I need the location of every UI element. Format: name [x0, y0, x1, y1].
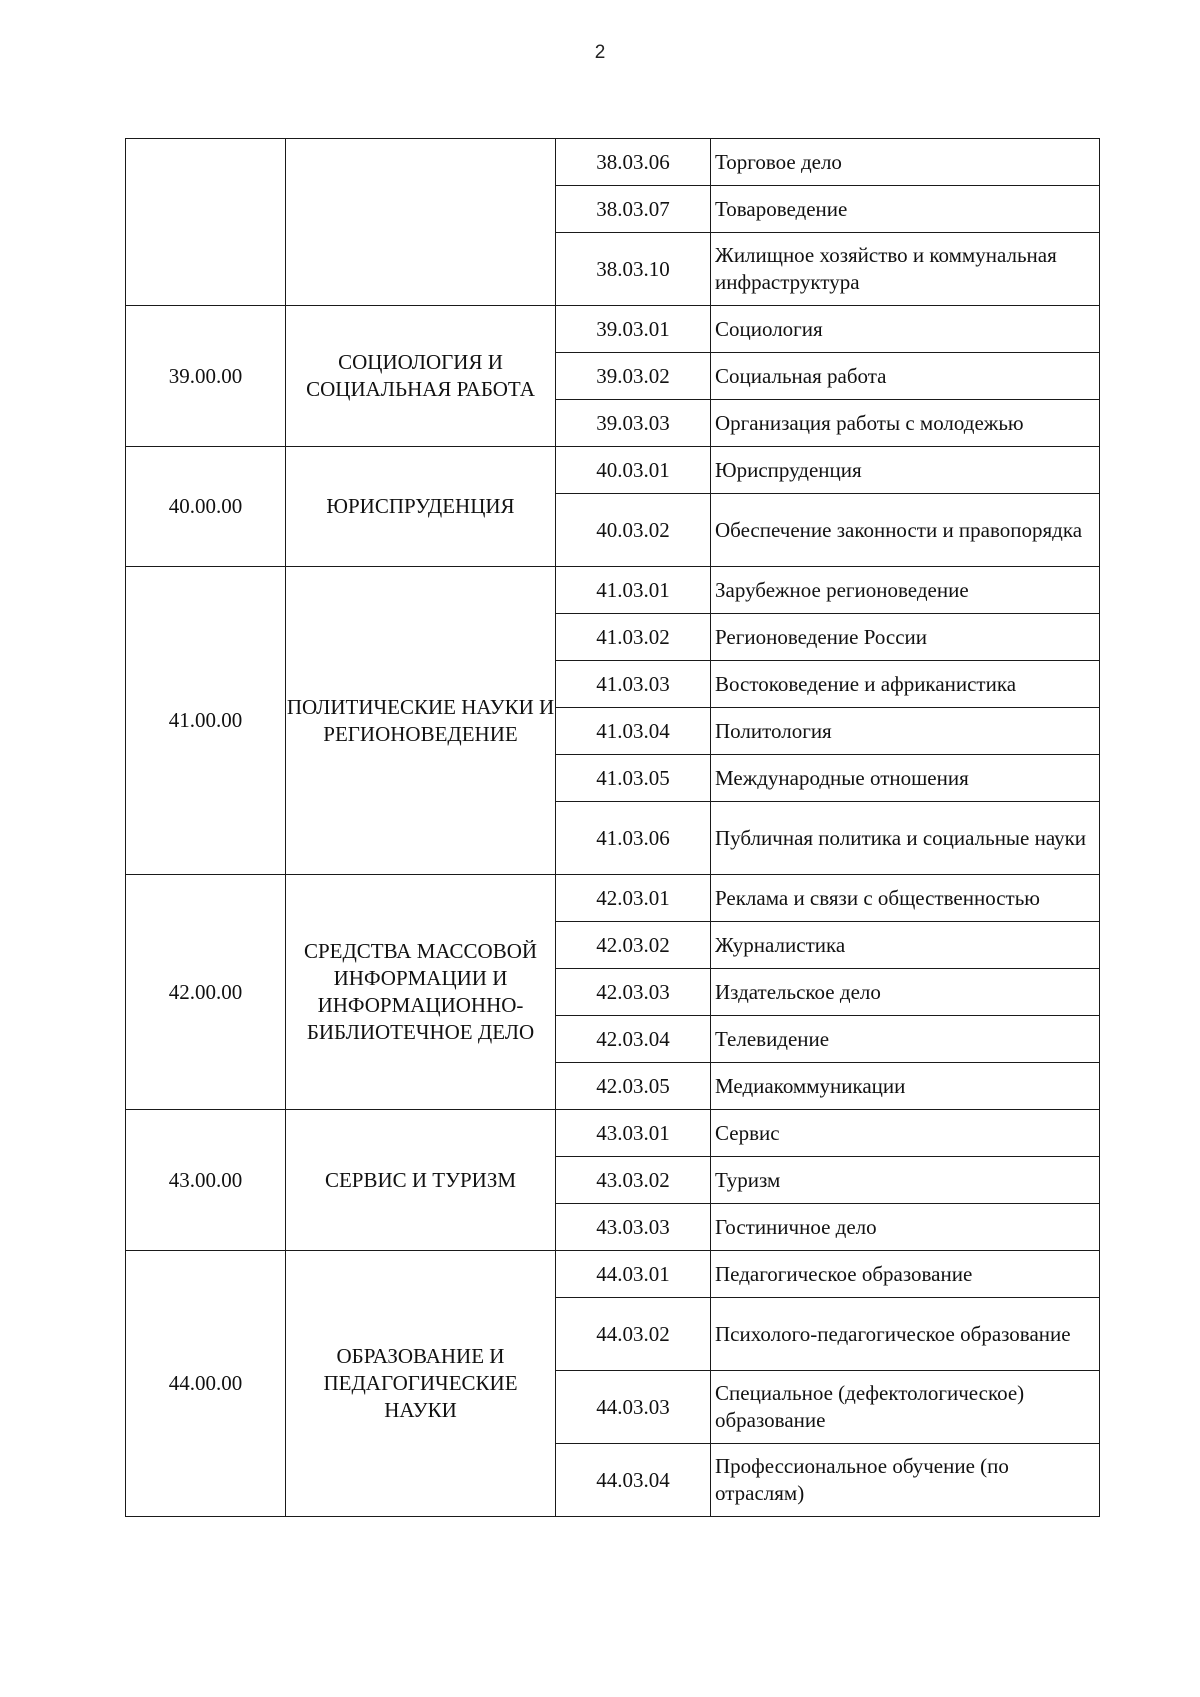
specialty-code-cell: 41.03.05 [556, 755, 711, 802]
specialty-code-cell: 38.03.10 [556, 233, 711, 306]
specialty-name-cell: Туризм [711, 1157, 1100, 1204]
table-row [126, 1110, 1100, 1157]
specialty-name-cell: Организация работы с молодежью [711, 400, 1100, 447]
specialty-code-cell: 39.03.03 [556, 400, 711, 447]
group-name-cell: СЕРВИС И ТУРИЗМ [286, 1110, 556, 1251]
specialty-code-cell: 41.03.06 [556, 802, 711, 875]
specialty-name-cell: Профессиональное обучение (по отраслям) [711, 1444, 1100, 1517]
specialty-code-cell: 41.03.04 [556, 708, 711, 755]
group-name-cell: ОБРАЗОВАНИЕ И ПЕДАГОГИЧЕСКИЕ НАУКИ [286, 1251, 556, 1517]
specialty-name-cell: Зарубежное регионоведение [711, 567, 1100, 614]
specialty-code-cell: 41.03.02 [556, 614, 711, 661]
specialty-name-cell: Публичная политика и социальные науки [711, 802, 1100, 875]
group-code-cell: 41.00.00 [126, 567, 286, 875]
specialty-name-cell: Сервис [711, 1110, 1100, 1157]
specialty-name-cell: Востоковедение и африканистика [711, 661, 1100, 708]
group-name-cell: ЮРИСПРУДЕНЦИЯ [286, 447, 556, 567]
group-name-cell: ПОЛИТИЧЕСКИЕ НАУКИ И РЕГИОНОВЕДЕНИЕ [286, 567, 556, 875]
specialty-name-cell: Гостиничное дело [711, 1204, 1100, 1251]
specialty-code-cell: 38.03.07 [556, 186, 711, 233]
specialty-code-cell: 44.03.04 [556, 1444, 711, 1517]
group-code-cell: 44.00.00 [126, 1251, 286, 1517]
specialty-code-cell: 42.03.03 [556, 969, 711, 1016]
specialty-name-cell: Товароведение [711, 186, 1100, 233]
specialty-name-cell: Реклама и связи с общественностью [711, 875, 1100, 922]
specialty-name-cell: Социальная работа [711, 353, 1100, 400]
specialty-code-cell: 38.03.06 [556, 139, 711, 186]
specialty-code-cell: 44.03.01 [556, 1251, 711, 1298]
specialty-name-cell: Обеспечение законности и правопорядка [711, 494, 1100, 567]
specialty-code-cell: 42.03.02 [556, 922, 711, 969]
specialty-name-cell: Журналистика [711, 922, 1100, 969]
group-name-cell: СОЦИОЛОГИЯ И СОЦИАЛЬНАЯ РАБОТА [286, 306, 556, 447]
group-code-cell: 43.00.00 [126, 1110, 286, 1251]
specialty-code-cell: 41.03.01 [556, 567, 711, 614]
table-row [126, 567, 1100, 614]
specialty-code-cell: 42.03.04 [556, 1016, 711, 1063]
specialty-name-cell: Издательское дело [711, 969, 1100, 1016]
specialty-code-cell: 39.03.02 [556, 353, 711, 400]
specialty-name-cell: Педагогическое образование [711, 1251, 1100, 1298]
specialty-name-cell: Психолого-педагогическое образование [711, 1298, 1100, 1371]
specialty-name-cell: Политология [711, 708, 1100, 755]
specialty-name-cell: Юриспруденция [711, 447, 1100, 494]
group-code-cell: 39.00.00 [126, 306, 286, 447]
specialty-name-cell: Международные отношения [711, 755, 1100, 802]
specialty-code-cell: 43.03.01 [556, 1110, 711, 1157]
group-name-cell: СРЕДСТВА МАССОВОЙ ИНФОРМАЦИИ И ИНФОРМАЦИОННО-БИБЛИОТЕЧНОЕ ДЕЛО [286, 875, 556, 1110]
specialty-code-cell: 44.03.03 [556, 1371, 711, 1444]
specialty-code-cell: 44.03.02 [556, 1298, 711, 1371]
group-code-cell [126, 139, 286, 306]
specialty-code-cell: 42.03.05 [556, 1063, 711, 1110]
specialty-name-cell: Регионоведение России [711, 614, 1100, 661]
specialty-name-cell: Медиакоммуникации [711, 1063, 1100, 1110]
group-name-cell [286, 139, 556, 306]
specialty-code-cell: 39.03.01 [556, 306, 711, 353]
specialty-name-cell: Жилищное хозяйство и коммунальная инфраструктура [711, 233, 1100, 306]
specialty-code-cell: 43.03.02 [556, 1157, 711, 1204]
specialty-name-cell: Специальное (дефектологическое) образование [711, 1371, 1100, 1444]
table-row [126, 306, 1100, 353]
table-row [126, 875, 1100, 922]
table-row [126, 139, 1100, 186]
specialty-name-cell: Торговое дело [711, 139, 1100, 186]
specialty-code-cell: 40.03.01 [556, 447, 711, 494]
page-number: 2 [594, 42, 606, 63]
group-code-cell: 40.00.00 [126, 447, 286, 567]
specialty-code-cell: 42.03.01 [556, 875, 711, 922]
specialties-table [125, 138, 1100, 1517]
specialty-name-cell: Телевидение [711, 1016, 1100, 1063]
specialty-name-cell: Социология [711, 306, 1100, 353]
table-row [126, 447, 1100, 494]
table-row [126, 1251, 1100, 1298]
specialty-code-cell: 40.03.02 [556, 494, 711, 567]
specialty-code-cell: 43.03.03 [556, 1204, 711, 1251]
specialty-code-cell: 41.03.03 [556, 661, 711, 708]
group-code-cell: 42.00.00 [126, 875, 286, 1110]
